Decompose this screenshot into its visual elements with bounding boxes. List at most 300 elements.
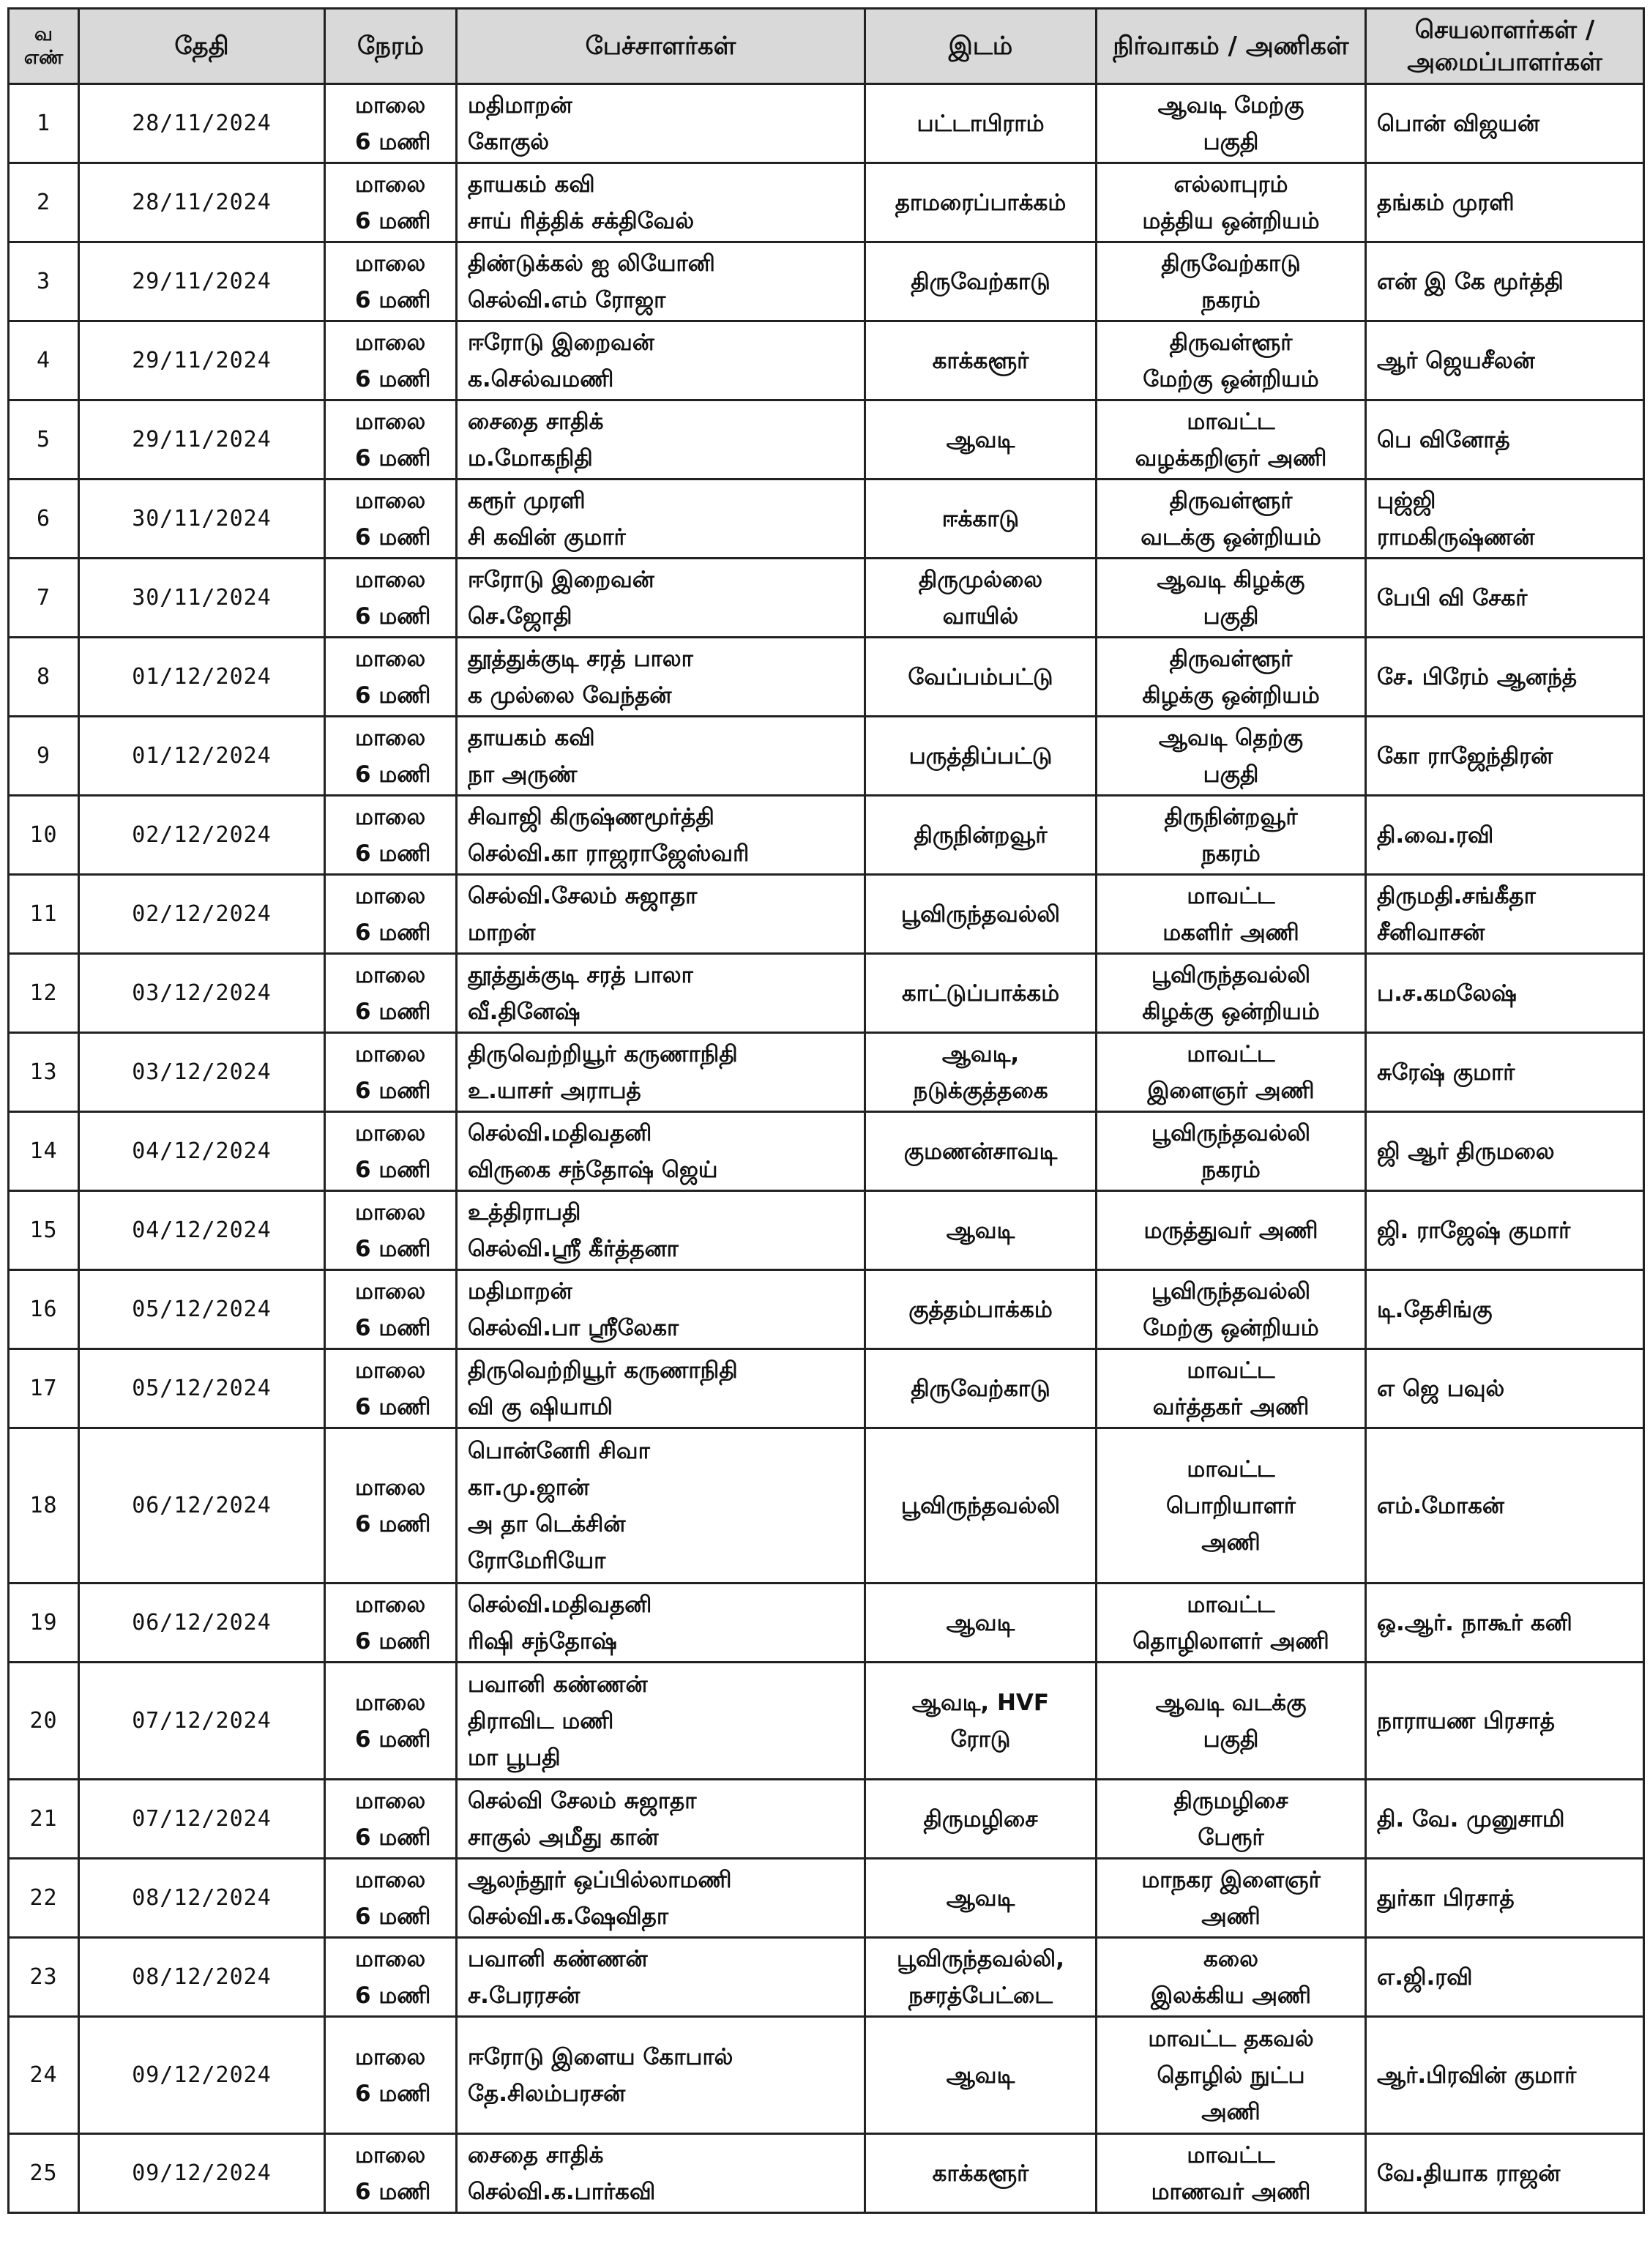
venue-line: ஆவடி, HVF <box>911 1689 1050 1716</box>
venue-line: திருவேற்காடு <box>911 1375 1050 1402</box>
wing-line: இளைஞர் அணி <box>1147 1077 1315 1104</box>
organizer-cell <box>1366 1270 1644 1349</box>
wing-cell <box>1097 163 1366 242</box>
table-row <box>9 1663 1644 1780</box>
venue-cell <box>865 1938 1097 2017</box>
table-row <box>9 638 1644 717</box>
speakers-cell <box>457 2134 865 2213</box>
time-line: மாலை <box>355 171 426 198</box>
time-cell <box>325 1780 457 1859</box>
wing-cell <box>1097 1270 1366 1349</box>
wing-line: வழக்கறிஞர் அணி <box>1135 444 1327 471</box>
organizer-cell <box>1366 796 1644 875</box>
time-cell <box>325 1938 457 2017</box>
venue-line: திருமுல்லை <box>918 566 1043 593</box>
organizer-line: சே. பிரேம் ஆனந்த் <box>1377 663 1578 690</box>
time-line: 6 மணி <box>355 523 431 551</box>
venue-line: காக்களூர் <box>932 347 1029 374</box>
wing-line: மாநகர இளைஞர் <box>1141 1866 1321 1893</box>
table-row <box>9 1349 1644 1428</box>
speakers-line: க முல்லை வேந்தன் <box>468 682 672 709</box>
time-cell <box>325 84 457 163</box>
wing-line: பேரூர் <box>1198 1824 1264 1851</box>
serial-number-cell: 4 <box>9 321 79 400</box>
serial-number-cell: 12 <box>9 954 79 1033</box>
time-cell <box>325 1270 457 1349</box>
wing-cell <box>1097 1112 1366 1191</box>
speakers-line: மதிமாறன் <box>468 1277 572 1305</box>
organizer-cell <box>1366 2134 1644 2213</box>
date-cell: 29/11/2024 <box>79 321 325 400</box>
wing-line: மத்திய ஒன்றியம் <box>1142 207 1320 234</box>
venue-line: ஆவடி <box>946 1884 1015 1911</box>
time-cell <box>325 2134 457 2213</box>
wing-line: எல்லாபுரம் <box>1173 171 1288 198</box>
wing-line: திருவேற்காடு <box>1161 250 1301 277</box>
venue-line: ஆவடி <box>946 1609 1015 1636</box>
wing-line: திருநின்றவூர் <box>1164 803 1298 830</box>
time-line: மாலை <box>355 1866 426 1893</box>
time-line: 6 மணி <box>355 1156 431 1183</box>
time-line: 6 மணி <box>355 1393 431 1420</box>
venue-cell <box>865 480 1097 559</box>
venue-line: பட்டாபிராம் <box>917 110 1045 137</box>
table-row <box>9 163 1644 242</box>
wing-cell <box>1097 2134 1366 2213</box>
speakers-line: தூத்துக்குடி சரத் பாலா <box>468 645 693 672</box>
wing-line: மாவட்ட <box>1187 1040 1275 1067</box>
venue-line: பூவிருந்தவல்லி <box>900 900 1061 928</box>
speakers-line: ம.மோகநிதி <box>468 444 593 471</box>
time-line: 6 மணி <box>355 761 431 788</box>
organizer-cell <box>1366 954 1644 1033</box>
venue-cell <box>865 242 1097 321</box>
date-cell: 03/12/2024 <box>79 1033 325 1112</box>
serial-number-cell: 20 <box>9 1663 79 1780</box>
venue-line: காக்களூர் <box>932 2160 1029 2187</box>
organizer-line: எ ஜெ பவுல் <box>1377 1375 1505 1402</box>
venue-cell <box>865 84 1097 163</box>
organizer-line: ஆர்.பிரவின் குமார் <box>1377 2062 1577 2089</box>
speakers-cell <box>457 796 865 875</box>
serial-number-cell: 19 <box>9 1584 79 1663</box>
organizer-cell <box>1366 163 1644 242</box>
time-line: மாலை <box>355 329 426 356</box>
wing-line: மாவட்ட <box>1187 882 1275 909</box>
speakers-line: தாயகம் கவி <box>468 724 595 751</box>
serial-number-cell: 13 <box>9 1033 79 1112</box>
time-line: 6 மணி <box>355 128 431 155</box>
speakers-line: தூத்துக்குடி சரத் பாலா <box>468 961 693 988</box>
time-cell <box>325 1859 457 1938</box>
time-line: மாலை <box>355 1198 426 1226</box>
table-row <box>9 796 1644 875</box>
wing-line: இலக்கிய அணி <box>1150 1982 1312 2009</box>
speakers-line: சைதை சாதிக் <box>468 2141 604 2168</box>
time-line: மாலை <box>355 92 426 119</box>
serial-number-cell: 2 <box>9 163 79 242</box>
wing-line: பகுதி <box>1203 603 1259 630</box>
table-row <box>9 954 1644 1033</box>
table-row <box>9 2017 1644 2134</box>
wing-cell <box>1097 638 1366 717</box>
time-cell <box>325 480 457 559</box>
wing-cell <box>1097 954 1366 1033</box>
venue-cell <box>865 1663 1097 1780</box>
time-line: மாலை <box>355 724 426 751</box>
venue-line: வாயில் <box>942 603 1019 630</box>
speakers-cell <box>457 638 865 717</box>
speakers-line: பொன்னேரி சிவா <box>468 1437 650 1464</box>
organizer-line: சீனிவாசன் <box>1377 919 1485 946</box>
organizer-line: வே.தியாக ராஜன் <box>1377 2160 1561 2187</box>
wing-cell <box>1097 242 1366 321</box>
time-cell <box>325 242 457 321</box>
date-cell: 09/12/2024 <box>79 2017 325 2134</box>
date-cell: 04/12/2024 <box>79 1191 325 1270</box>
organizer-line: ஜி. ராஜேஷ் குமார் <box>1377 1217 1571 1244</box>
table-row <box>9 1270 1644 1349</box>
time-line: மாலை <box>355 250 426 277</box>
wing-line: கலை <box>1203 1945 1258 1972</box>
header-time: நேரம் <box>325 9 457 84</box>
date-cell: 29/11/2024 <box>79 400 325 480</box>
date-cell: 30/11/2024 <box>79 480 325 559</box>
time-cell <box>325 954 457 1033</box>
organizer-line: தி. வே. முனுசாமி <box>1377 1805 1565 1832</box>
speakers-line: விருகை சந்தோஷ் ஜெய் <box>468 1156 718 1183</box>
organizer-cell <box>1366 480 1644 559</box>
date-cell: 06/12/2024 <box>79 1584 325 1663</box>
venue-cell <box>865 1191 1097 1270</box>
serial-number-cell: 1 <box>9 84 79 163</box>
venue-cell <box>865 1033 1097 1112</box>
venue-cell <box>865 559 1097 638</box>
time-line: 6 மணி <box>355 2080 431 2107</box>
organizer-cell <box>1366 717 1644 796</box>
organizer-line: சுரேஷ் குமார் <box>1377 1059 1515 1086</box>
organizer-line: எ.ஜி.ரவி <box>1377 1963 1473 1991</box>
wing-line: கிழக்கு ஒன்றியம் <box>1142 682 1320 709</box>
time-line: மாலை <box>355 1787 426 1814</box>
wing-cell <box>1097 400 1366 480</box>
time-line: 6 மணி <box>355 840 431 867</box>
time-line: மாலை <box>355 961 426 988</box>
organizer-cell <box>1366 559 1644 638</box>
wing-cell <box>1097 84 1366 163</box>
organizer-cell <box>1366 1859 1644 1938</box>
time-line: மாலை <box>355 2043 426 2070</box>
organizer-cell <box>1366 638 1644 717</box>
speakers-cell <box>457 1191 865 1270</box>
serial-number-cell: 24 <box>9 2017 79 2134</box>
organizer-line: என் இ கே மூர்த்தி <box>1377 268 1564 295</box>
time-line: 6 மணி <box>355 919 431 946</box>
wing-line: மாவட்ட <box>1187 1591 1275 1618</box>
date-cell: 09/12/2024 <box>79 2134 325 2213</box>
wing-cell <box>1097 1428 1366 1584</box>
wing-line: ஆவடி கிழக்கு <box>1157 566 1305 593</box>
schedule-table <box>7 7 1645 2214</box>
time-cell <box>325 163 457 242</box>
wing-line: ஆவடி மேற்கு <box>1157 92 1304 119</box>
serial-number-cell: 14 <box>9 1112 79 1191</box>
header-date: தேதி <box>79 9 325 84</box>
speakers-cell <box>457 1428 865 1584</box>
serial-number-cell: 7 <box>9 559 79 638</box>
wing-line: பகுதி <box>1203 1726 1259 1753</box>
wing-line: திருவள்ளூர் <box>1169 329 1293 356</box>
speakers-cell <box>457 480 865 559</box>
organizer-line: பெ வினோத் <box>1377 426 1510 453</box>
organizer-line: திருமதி.சங்கீதா <box>1377 882 1536 909</box>
speakers-line: ச.பேரரசன் <box>468 1982 581 2009</box>
wing-cell <box>1097 796 1366 875</box>
time-line: 6 மணி <box>355 1824 431 1851</box>
table-row <box>9 875 1644 954</box>
time-line: மாலை <box>355 2141 426 2168</box>
wing-line: தொழில் நுட்ப <box>1157 2062 1305 2089</box>
speakers-line: செல்வி சேலம் சுஜாதா <box>468 1787 697 1814</box>
speakers-cell <box>457 1270 865 1349</box>
wing-line: தொழிலாளர் அணி <box>1132 1627 1329 1655</box>
time-line: 6 மணி <box>355 1903 431 1930</box>
time-line: 6 மணி <box>355 1627 431 1655</box>
speakers-line: மாறன் <box>468 919 536 946</box>
speakers-cell <box>457 559 865 638</box>
wing-cell <box>1097 2017 1366 2134</box>
speakers-line: அ தா டெக்சின் <box>468 1510 626 1537</box>
venue-line: ஆவடி, <box>941 1040 1020 1067</box>
date-cell: 08/12/2024 <box>79 1938 325 2017</box>
venue-cell <box>865 717 1097 796</box>
venue-line: ரோடு <box>950 1726 1011 1753</box>
date-cell: 28/11/2024 <box>79 163 325 242</box>
wing-line: நகரம் <box>1201 1156 1261 1183</box>
time-line: 6 மணி <box>355 2178 431 2205</box>
speakers-line: சி கவின் குமார் <box>468 523 626 551</box>
wing-line: மகளிர் அணி <box>1162 919 1299 946</box>
serial-number-cell: 5 <box>9 400 79 480</box>
time-cell <box>325 1428 457 1584</box>
speakers-line: கரூர் முரளி <box>468 487 586 514</box>
time-line: 6 மணி <box>355 1235 431 1262</box>
venue-cell <box>865 2134 1097 2213</box>
wing-line: ஆவடி வடக்கு <box>1155 1689 1307 1716</box>
time-cell <box>325 1112 457 1191</box>
speakers-cell <box>457 1349 865 1428</box>
venue-line: பருத்திப்பட்டு <box>908 742 1053 769</box>
wing-cell <box>1097 1780 1366 1859</box>
time-line: மாலை <box>355 645 426 672</box>
venue-line: தாமரைப்பாக்கம் <box>895 189 1067 216</box>
wing-line: அணி <box>1201 2098 1261 2125</box>
serial-number-cell: 9 <box>9 717 79 796</box>
table-row <box>9 321 1644 400</box>
wing-cell <box>1097 1938 1366 2017</box>
speakers-line: ஈரோடு இறைவன் <box>468 566 654 593</box>
time-cell <box>325 559 457 638</box>
date-cell: 08/12/2024 <box>79 1859 325 1938</box>
speakers-line: தாயகம் கவி <box>468 171 595 198</box>
speakers-line: கா.மு.ஜான் <box>468 1474 590 1501</box>
speakers-line: உத்திராபதி <box>468 1198 581 1226</box>
serial-number-cell: 15 <box>9 1191 79 1270</box>
organizer-line: ஆர் ஜெயசீலன் <box>1377 347 1535 374</box>
header-speakers: பேச்சாளர்கள் <box>457 9 865 84</box>
wing-line: பொறியாளர் <box>1165 1492 1296 1519</box>
time-line: மாலை <box>355 1277 426 1305</box>
serial-number-cell: 3 <box>9 242 79 321</box>
speakers-line: வீ.தினேஷ் <box>468 998 581 1025</box>
wing-cell <box>1097 1033 1366 1112</box>
schedule-rows <box>9 84 1644 2213</box>
organizer-cell <box>1366 1191 1644 1270</box>
table-row <box>9 1938 1644 2017</box>
wing-line: கிழக்கு ஒன்றியம் <box>1142 998 1320 1025</box>
date-cell: 05/12/2024 <box>79 1270 325 1349</box>
venue-cell <box>865 1859 1097 1938</box>
wing-line: மாவட்ட தகவல் <box>1148 2025 1314 2052</box>
organizer-line: பொன் விஜயன் <box>1377 110 1540 137</box>
venue-cell <box>865 163 1097 242</box>
time-line: 6 மணி <box>355 603 431 630</box>
serial-number-cell: 8 <box>9 638 79 717</box>
speakers-cell <box>457 1859 865 1938</box>
speakers-line: ஈரோடு இளைய கோபால் <box>468 2043 733 2070</box>
wing-line: மாவட்ட <box>1187 1357 1275 1384</box>
venue-cell <box>865 1780 1097 1859</box>
speakers-line: ரோமேரியோ <box>468 1547 606 1574</box>
wing-line: பூவிருந்தவல்லி <box>1151 1277 1311 1305</box>
wing-cell <box>1097 717 1366 796</box>
wing-cell <box>1097 1349 1366 1428</box>
date-cell: 06/12/2024 <box>79 1428 325 1584</box>
speakers-line: செல்வி.க.ஷேவிதா <box>468 1903 669 1930</box>
speakers-line: ரிஷி சந்தோஷ் <box>468 1627 617 1655</box>
venue-cell <box>865 321 1097 400</box>
time-line: மாலை <box>355 1119 426 1146</box>
speakers-line: திராவிட மணி <box>468 1707 614 1734</box>
organizer-line: ஜி ஆர் திருமலை <box>1377 1138 1555 1165</box>
venue-cell <box>865 954 1097 1033</box>
organizer-cell <box>1366 1428 1644 1584</box>
date-cell: 07/12/2024 <box>79 1663 325 1780</box>
venue-cell <box>865 2017 1097 2134</box>
time-cell <box>325 796 457 875</box>
time-line: மாலை <box>355 1474 426 1501</box>
table-row <box>9 2134 1644 2213</box>
time-line: 6 மணி <box>355 1510 431 1537</box>
speakers-cell <box>457 242 865 321</box>
table-row <box>9 400 1644 480</box>
time-line: மாலை <box>355 882 426 909</box>
speakers-line: செல்வி.எம் ரோஜா <box>468 286 666 313</box>
wing-line: பூவிருந்தவல்லி <box>1151 1119 1311 1146</box>
wing-line: மாவட்ட <box>1187 408 1275 435</box>
wing-line: மேற்கு ஒன்றியம் <box>1143 365 1319 392</box>
table-row <box>9 1191 1644 1270</box>
speakers-line: செல்வி.ஶ்ரீ கீர்த்தனா <box>468 1235 679 1262</box>
schedule-sheet <box>7 7 1643 2214</box>
time-cell <box>325 1584 457 1663</box>
time-line: 6 மணி <box>355 998 431 1025</box>
time-cell <box>325 638 457 717</box>
table-row <box>9 1584 1644 1663</box>
time-line: மாலை <box>355 803 426 830</box>
speakers-cell <box>457 400 865 480</box>
organizer-line: எம்.மோகன் <box>1377 1492 1504 1519</box>
venue-line: வேப்பம்பட்டு <box>908 663 1053 690</box>
wing-line: மாவட்ட <box>1187 1455 1275 1482</box>
table-row <box>9 717 1644 796</box>
organizer-cell <box>1366 1584 1644 1663</box>
speakers-line: கோகுல் <box>468 128 550 155</box>
table-row <box>9 1780 1644 1859</box>
venue-cell <box>865 1584 1097 1663</box>
organizer-cell <box>1366 1780 1644 1859</box>
organizer-line: புஜ்ஜி <box>1377 487 1436 514</box>
speakers-cell <box>457 954 865 1033</box>
speakers-line: மா பூபதி <box>468 1744 561 1771</box>
wing-line: மேற்கு ஒன்றியம் <box>1143 1314 1319 1341</box>
venue-cell <box>865 796 1097 875</box>
date-cell: 02/12/2024 <box>79 875 325 954</box>
serial-number-cell: 18 <box>9 1428 79 1584</box>
time-line: மாலை <box>355 1689 426 1716</box>
venue-cell <box>865 1270 1097 1349</box>
header-row <box>9 9 1644 84</box>
venue-line: திருவேற்காடு <box>911 268 1050 295</box>
organizer-line: ப.ச.கமலேஷ் <box>1377 980 1517 1007</box>
table-row <box>9 1033 1644 1112</box>
date-cell: 03/12/2024 <box>79 954 325 1033</box>
time-line: மாலை <box>355 1591 426 1618</box>
table-row <box>9 480 1644 559</box>
speakers-cell <box>457 1584 865 1663</box>
venue-line: நடுக்குத்தகை <box>913 1077 1048 1104</box>
date-cell: 29/11/2024 <box>79 242 325 321</box>
venue-line: குத்தம்பாக்கம் <box>908 1296 1053 1323</box>
organizer-line: டி.தேசிங்கு <box>1377 1296 1493 1323</box>
organizer-line: ஒ.ஆர். நாகூர் கனி <box>1377 1609 1572 1636</box>
speakers-cell <box>457 1663 865 1780</box>
speakers-line: திண்டுக்கல் ஐ லியோனி <box>468 250 715 277</box>
wing-line: நகரம் <box>1201 286 1261 313</box>
speakers-line: செல்வி.சேலம் சுஜாதா <box>468 882 698 909</box>
speakers-line: வி கு ஷியாமி <box>468 1393 613 1420</box>
organizer-cell <box>1366 2017 1644 2134</box>
speakers-line: சாய் ரித்திக் சக்திவேல் <box>468 207 695 234</box>
wing-cell <box>1097 480 1366 559</box>
organizer-line: தி.வை.ரவி <box>1377 821 1494 848</box>
wing-cell <box>1097 1859 1366 1938</box>
venue-cell <box>865 1112 1097 1191</box>
time-cell <box>325 1033 457 1112</box>
speakers-line: க.செல்வமணி <box>468 365 614 392</box>
wing-cell <box>1097 875 1366 954</box>
time-line: 6 மணி <box>355 1982 431 2009</box>
speakers-line: சாகுல் அமீது கான் <box>468 1824 659 1851</box>
venue-line: ஆவடி <box>946 1217 1015 1244</box>
speakers-cell <box>457 875 865 954</box>
venue-line: ஆவடி <box>946 2062 1015 2089</box>
organizer-cell <box>1366 1033 1644 1112</box>
serial-number-cell: 23 <box>9 1938 79 2017</box>
venue-line: ஆவடி <box>946 426 1015 453</box>
speakers-cell <box>457 717 865 796</box>
speakers-cell <box>457 84 865 163</box>
